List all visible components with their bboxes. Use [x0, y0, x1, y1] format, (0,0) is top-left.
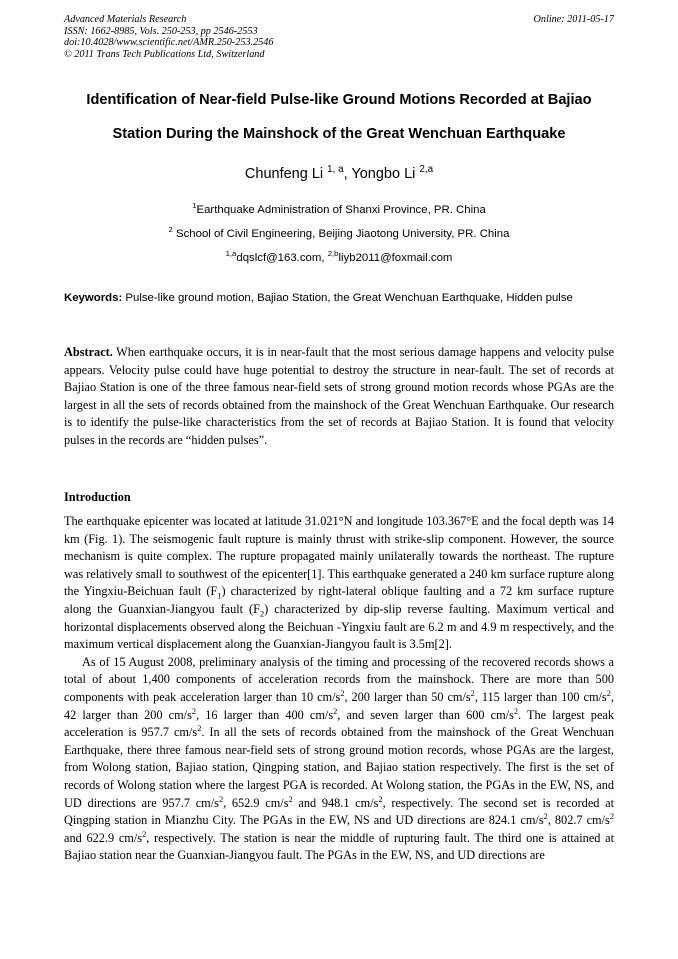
- keywords-label: Keywords:: [64, 292, 123, 304]
- abstract-text: When earthquake occurs, it is in near-fault that the most serious damage happens and velocity pulse appears. Velocity pulse could have huge potential to destroy the structure in near-fault. The set of records at Bajiao Station is one of the three famous near-field sets of strong ground motion records whose PGAs are the largest in all the sets of records obtained from the mainshock of the Great Wenchuan Earthquake. Our research is to identify the pulse-like characteristics from the set of records at Bajiao Station. It is found that velocity pulses in the records are “hidden pulses”.: [64, 345, 614, 447]
- introduction-body: [64, 513, 614, 865]
- author-2-name: Yongbo Li: [351, 166, 416, 182]
- affiliation-1: [30, 201, 648, 216]
- issn-line: ISSN: 1662-8985, Vols. 250-253, pp 2546-2553: [64, 25, 258, 37]
- affiliation-2-text: School of Civil Engineering, Beijing Jiaotong University, PR. China: [172, 228, 510, 240]
- author-1-sup: 1, a: [327, 164, 344, 176]
- email-1: dqslcf@163.com,: [236, 252, 328, 264]
- journal-header: [64, 14, 273, 60]
- intro-paragraph-1: The earthquake epicenter was located at latitude 31.021°N and longitude 103.367°E and the focal depth was 14 km (Fig. 1). The seismogenic fault rupture is mainly thrust with strike-slip component. However, the source mechanism is quite complex. The rupture propagated mainly unilaterally towards the northeast. The rupture was relatively small to southwest of the epicenter[1]. This earthquake generated a 240 km surface rupture along the Yingxiu-Beichuan fault $(F_1)$ characterized by right-lateral oblique faulting and a 72 km surface rupture along the Guanxian-Jiangyou fault $(F_2)$ characterized by dip-slip reverse faulting. Maximum vertical and horizontal displacements observed along the Beichuan -Yingxiu fault are 6.2 m and 4.9 m respectively, and the maximum vertical displacement along the Guanxian-Jiangyou fault is 3.5m[2].: [64, 514, 614, 652]
- author-separator: ,: [343, 166, 352, 182]
- title-line-1: Identification of Near-field Pulse-like Ground Motions Recorded at Bajiao: [86, 92, 592, 108]
- author-list: [30, 166, 648, 182]
- author-1-name: Chunfeng Li: [244, 166, 324, 182]
- affiliation-2: [30, 225, 648, 240]
- author-2-sup: 2,a: [419, 164, 434, 176]
- abstract-label: Abstract.: [64, 345, 113, 359]
- email-2-sup: 2,b: [327, 249, 339, 259]
- journal-name: Advanced Materials Research: [64, 14, 187, 25]
- intro-paragraph-2: As of 15 August 2008, preliminary analysis of the timing and processing of the recovered records shows a total of about 1,400 components of acceleration records from the mainshock. There are more than 500 components with peak acceleration larger than 10 $cm/s^2$, 200 larger than 50 $cm/s^2$, 115 larger than 100 $cm/s^2$, 42 larger than 200 $cm/s^2$, 16 larger than 400 $cm/s^2$, and seven larger than 600 $cm/s^2$. The largest peak acceleration is 957.7 $cm/s^2$. In all the sets of records obtained from the mainshock of the Great Wenchuan Earthquake, there three famous near-field sets of strong ground motion records, whose PGAs are the largest, from Wolong station, Bajiao station, Qingping station, and Bajiao station respectively. The first is the set of records of Wolong station where the largest PGA is recorded. At Wolong station, the PGAs in the EW, NS, and UD directions are 957.7 $cm/s^2$, 652.9 $cm/s^2$ and 948.1 $cm/s^2$, respectively. The second set is recorded at Qingping station in Mianzhu City. The PGAs in the EW, NS and UD directions are 824.1 $cm/s^2$, 802.7 $cm/s^2$ and 622.9 $cm/s^2$, respectively. The station is near the middle of rupturing fault. The third one is attained at Bajiao station near the Guanxian-Jiangyou fault. The PGAs in the EW, NS, and UD directions are: [64, 654, 615, 863]
- doi-line: doi:10.4028/www.scientific.net/AMR.250-253.2546: [64, 37, 274, 48]
- keywords: [64, 290, 614, 308]
- affiliation-1-text: Earthquake Administration of Shanxi Province, PR. China: [196, 204, 486, 216]
- abstract: [64, 344, 614, 450]
- copyright-line: © 2011 Trans Tech Publications Ltd, Switzerland: [64, 48, 265, 60]
- keywords-text: Pulse-like ground motion, Bajiao Station, the Great Wenchuan Earthquake, Hidden pulse: [122, 292, 573, 304]
- title-line-2: Station During the Mainshock of the Great Wenchuan Earthquake: [112, 126, 566, 142]
- affiliation-1-sup: 1: [192, 201, 197, 211]
- section-heading-introduction: Introduction: [64, 490, 131, 504]
- affiliation-2-sup: 2: [168, 225, 173, 235]
- online-date: Online: 2011-05-17: [533, 14, 614, 25]
- email-2: liyb2011@foxmail.com: [338, 252, 453, 264]
- email-line: [30, 249, 648, 264]
- email-1-sup: 1,a: [225, 249, 237, 259]
